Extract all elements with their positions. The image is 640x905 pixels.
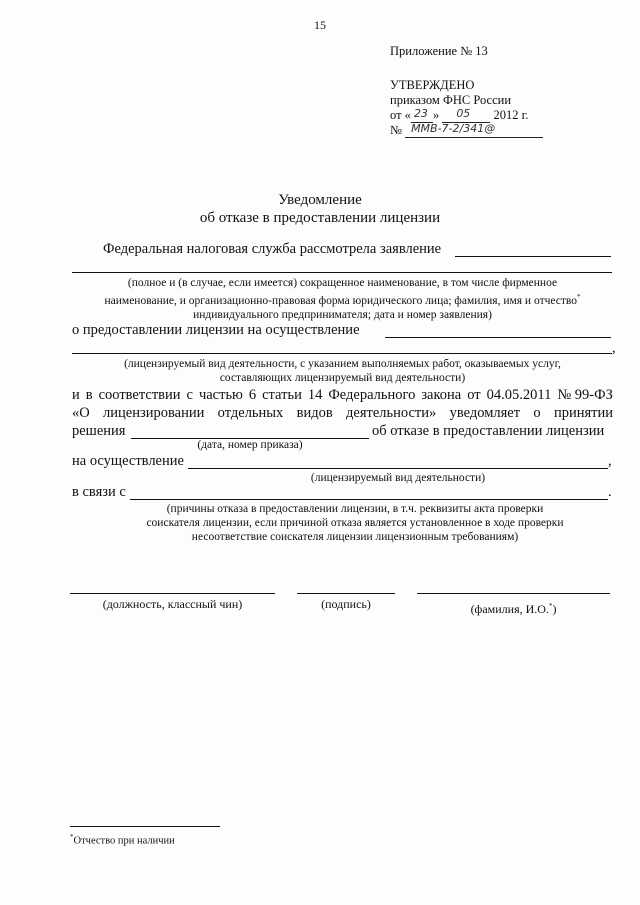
hint-order: (дата, номер приказа) <box>197 439 303 451</box>
footnote: *Отчество при наличии <box>70 833 175 847</box>
name-caption: (фамилия, И.О.*) <box>470 602 557 616</box>
hint-reasons: (причины отказа в предоставлении лицензии, в т.ч. реквизиты акта проверки соискателя лицензии, если причиной отказа является установленное в ходе проверки несоответствие соискателя лицензии лицензионным требованиям) <box>146 503 564 543</box>
applicant-field[interactable] <box>455 256 611 257</box>
position-caption: (должность, классный чин) <box>102 597 243 611</box>
body-line-1: Федеральная налоговая служба рассмотрела заявление <box>103 241 442 257</box>
handwritten-number: ММВ-7-2/341@ <box>411 122 496 135</box>
body-line-4: «О лицензировании отдельных видов деятельности» уведомляет о принятии <box>72 405 613 421</box>
handwritten-month: 05 <box>456 107 471 120</box>
document-title: Уведомление об отказе в предоставлении лицензии <box>199 192 441 226</box>
body-line-5: на осуществление <box>72 453 184 469</box>
approval-number: № ММВ-7-2/341@ <box>390 123 543 138</box>
hint-activity: (лицензируемый вид деятельности, с указанием выполняемых работ, оказываемых услуг, составляющих лицензируемый вид деятельности) <box>124 358 561 384</box>
decision-label: решения <box>72 423 126 439</box>
footnote-separator <box>70 826 220 827</box>
activity-field[interactable] <box>385 337 611 338</box>
applicant-field-cont[interactable] <box>72 272 612 273</box>
body-line-6: в связи с <box>72 484 126 500</box>
approval-block <box>390 44 543 138</box>
body-line-3: и в соответствии с частью 6 статьи 14 Федерального закона от 04.05.2011 № 99-ФЗ <box>72 387 613 403</box>
hint-applicant: (полное и (в случае, если имеется) сокращенное наименование, в том числе фирменное наименование, и организационно-правовая форма юридического лица; фамилия, имя и отчество* индивидуального предпринимателя; дата и номер заявления) <box>104 277 581 321</box>
appendix-label: Приложение № 13 <box>390 44 488 58</box>
activity-field-cont[interactable] <box>72 353 612 354</box>
signature-caption: (подпись) <box>321 597 371 611</box>
hint-activity-2: (лицензируемый вид деятельности) <box>310 472 486 484</box>
body-line-2: о предоставлении лицензии на осуществление <box>72 322 360 338</box>
approval-date: от « 23 » 05 2012 г. <box>390 107 529 122</box>
signature-field[interactable] <box>297 593 395 594</box>
handwritten-day: 23 <box>413 107 428 120</box>
refusal-label: об отказе в предоставлении лицензии <box>372 423 605 439</box>
position-field[interactable] <box>70 593 275 594</box>
reasons-field[interactable] <box>130 499 608 500</box>
order-label: приказом ФНС России <box>390 93 512 107</box>
page-number: 15 <box>314 18 326 32</box>
name-field[interactable] <box>417 593 610 594</box>
approved-label: УТВЕРЖДЕНО <box>390 78 475 92</box>
activity-field-2[interactable] <box>188 468 608 469</box>
